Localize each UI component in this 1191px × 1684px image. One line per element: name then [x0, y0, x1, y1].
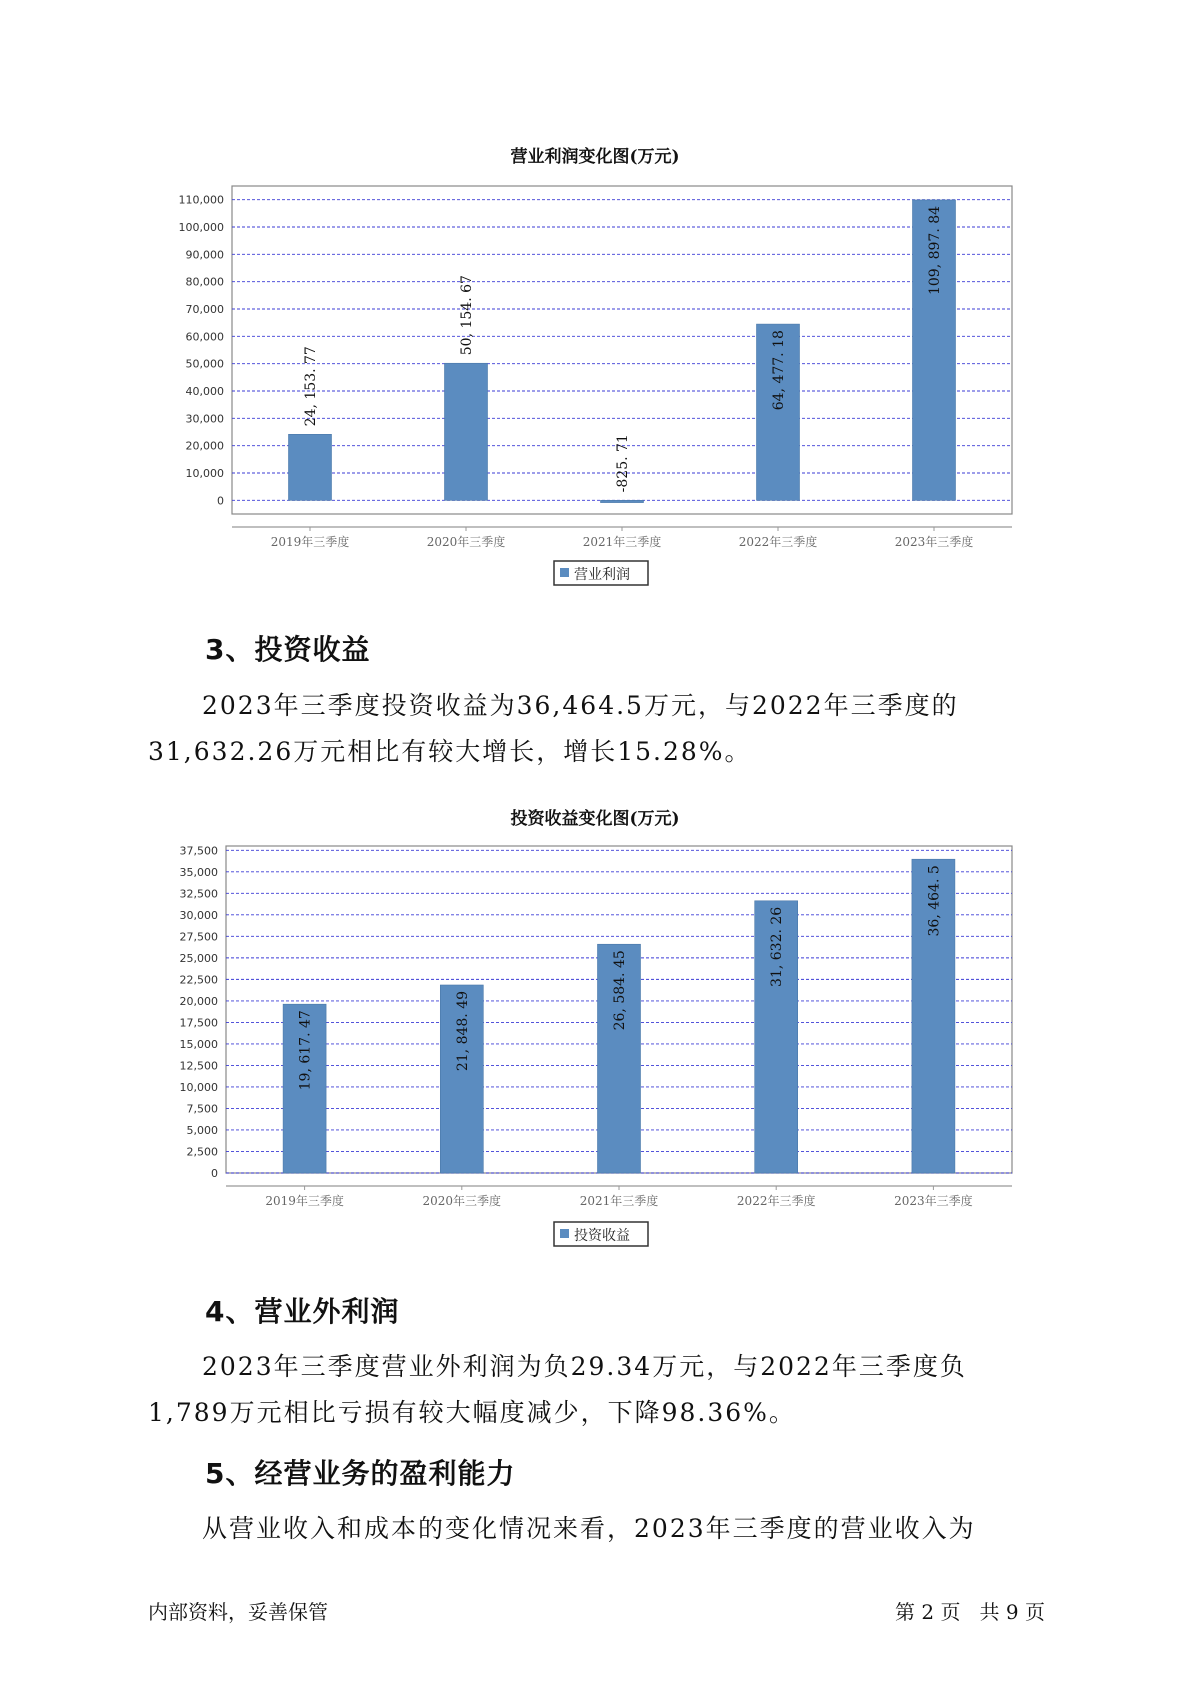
bar-data-label: 50, 154. 67 — [459, 275, 475, 356]
y-tick-label: 22,500 — [179, 973, 218, 987]
section-heading-investment-income: 3、投资收益 — [205, 633, 371, 666]
y-tick-label: 80,000 — [185, 275, 224, 289]
x-category-label: 2023年三季度 — [894, 535, 974, 549]
x-category-label: 2022年三季度 — [738, 535, 818, 549]
section-text-non-operating-profit: 2023年三季度营业外利润为负29.34万元，与2022年三季度负1,789万元相比亏损有较大幅度减少，下降98.36%。 — [148, 1352, 967, 1427]
x-category-label: 2019年三季度 — [270, 535, 350, 549]
y-tick-label: 15,000 — [179, 1037, 218, 1051]
bar-data-label: 64, 477. 18 — [771, 330, 787, 411]
y-tick-label: 20,000 — [179, 994, 218, 1008]
footer-page-number: 第 2 页 共 9 页 — [895, 1600, 1045, 1624]
y-tick-label: 30,000 — [185, 412, 224, 426]
y-tick-label: 5,000 — [186, 1123, 218, 1137]
y-tick-label: 0 — [211, 1167, 218, 1180]
section-heading-profitability: 5、经营业务的盈利能力 — [205, 1457, 516, 1490]
chart-legend — [554, 1222, 648, 1246]
y-tick-label: 70,000 — [185, 303, 224, 316]
bar-data-label: 24, 153. 77 — [303, 346, 319, 427]
y-tick-label: 27,500 — [179, 930, 218, 944]
y-tick-label: 50,000 — [185, 357, 224, 371]
y-tick-label: 10,000 — [185, 467, 224, 480]
y-tick-label: 30,000 — [179, 908, 218, 922]
x-category-label: 2022年三季度 — [736, 1194, 816, 1208]
y-tick-label: 0 — [217, 494, 224, 508]
legend-label: 营业利润 — [574, 567, 630, 583]
bar-data-label: 109, 897. 84 — [927, 205, 943, 296]
y-tick-label: 12,500 — [179, 1059, 218, 1073]
section-heading-non-operating-profit: 4、营业外利润 — [205, 1295, 400, 1328]
y-tick-label: 37,500 — [179, 844, 218, 858]
bar-data-label: 19, 617. 47 — [297, 1010, 314, 1091]
y-tick-label: 110,000 — [178, 193, 224, 207]
y-tick-label: 7,500 — [186, 1102, 218, 1116]
legend-swatch — [560, 1229, 569, 1238]
y-tick-label: 35,000 — [179, 865, 218, 879]
section-text-investment-income: 2023年三季度投资收益为36,464.5万元，与2022年三季度的31,632.26万元相比有较大增长，增长15.28%。 — [148, 691, 959, 766]
y-tick-label: 10,000 — [179, 1080, 218, 1094]
y-tick-label: 40,000 — [185, 385, 224, 398]
y-tick-label: 17,500 — [179, 1016, 218, 1030]
x-category-label: 2019年三季度 — [265, 1194, 344, 1208]
chart-title: 营业利润变化图(万元) — [510, 147, 680, 167]
chart-title: 投资收益变化图(万元) — [510, 809, 680, 829]
y-tick-label: 100,000 — [178, 221, 224, 234]
y-tick-label: 32,500 — [179, 887, 218, 901]
legend-label: 投资收益 — [574, 1228, 630, 1244]
y-tick-label: 90,000 — [185, 248, 224, 262]
y-tick-label: 60,000 — [185, 330, 224, 344]
x-category-label: 2023年三季度 — [894, 1194, 973, 1208]
x-category-label: 2020年三季度 — [422, 1194, 502, 1208]
bar-data-label: 21, 848. 49 — [454, 990, 471, 1072]
x-category-label: 2020年三季度 — [426, 535, 506, 549]
bar-data-label: 36, 464. 5 — [926, 865, 943, 937]
y-tick-label: 2,500 — [186, 1145, 218, 1159]
x-category-label: 2021年三季度 — [579, 1194, 659, 1208]
y-tick-label: 20,000 — [185, 439, 224, 453]
footer-left: 内部资料，妥善保管 — [148, 1600, 328, 1624]
section-text-profitability: 从营业收入和成本的变化情况来看，2023年三季度的营业收入为 — [202, 1514, 976, 1543]
bar-data-label: -825. 71 — [615, 434, 631, 493]
x-category-label: 2021年三季度 — [582, 535, 662, 549]
bar-data-label: 31, 632. 26 — [769, 906, 786, 987]
bar-data-label: 26, 584. 45 — [612, 950, 628, 1031]
y-tick-label: 25,000 — [179, 951, 218, 965]
